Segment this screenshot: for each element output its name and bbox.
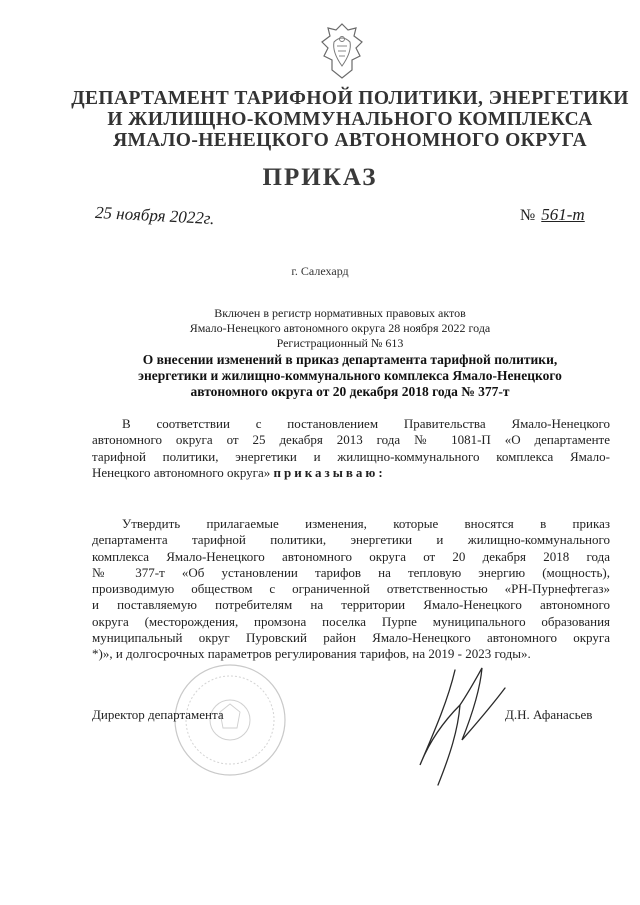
title-line-2: энергетики и жилищно-коммунального комплекса Ямало-Ненецкого [138, 368, 562, 383]
department-line-2: И ЖИЛИЩНО-КОММУНАЛЬНОГО КОМПЛЕКСА [107, 109, 593, 130]
handwritten-signature-icon [400, 660, 520, 790]
department-line-3: ЯМАЛО-НЕНЕЦКОГО АВТОНОМНОГО ОКРУГА [113, 130, 587, 151]
department-header [60, 88, 640, 151]
preamble-paragraph [92, 416, 610, 481]
order-paragraph [92, 516, 610, 663]
preamble-line-3: тарифной политики, энергетики и жилищно-коммунального комплекса Ямало- [92, 448, 610, 464]
order-line-9: *)», и долгосрочных параметров регулирования тарифов, на 2019 - 2023 годы». [92, 646, 531, 662]
order-date: 25 ноября 2022г. [94, 202, 215, 229]
department-line-1: ДЕПАРТАМЕНТ ТАРИФНОЙ ПОЛИТИКИ, ЭНЕРГЕТИКИ [71, 88, 629, 109]
order-line-3: комплекса Ямало-Ненецкого автономного округа от 20 декабря 2018 года [92, 548, 610, 564]
order-line-7: округа (месторождения, промзона поселка Пурпе муниципального образования [92, 613, 610, 629]
order-line-6: и поставляемую потребителям на территории Ямало-Ненецкого автономного [92, 597, 610, 613]
preamble-line-4 [92, 465, 610, 481]
order-line-4: № 377-т «Об установлении тарифов на тепловую энергию (мощность), [92, 564, 610, 580]
city: г. Салехард [291, 264, 349, 278]
registry-note [100, 306, 580, 351]
order-line-8: муниципальный округ Пуровский район Ямало-Ненецкого автономного округа [92, 630, 610, 646]
document-title [90, 352, 610, 400]
coat-of-arms-icon [318, 22, 366, 80]
signatory-name: Д.Н. Афанасьев [505, 707, 593, 722]
registry-line-2: Ямало-Ненецкого автономного округа 28 ноября 2022 года [189, 321, 491, 335]
preamble-line-1: В соответствии с постановлением Правительства Ямало-Ненецкого [122, 416, 610, 431]
order-line-2: департамента тарифной политики, энергетики и жилищно-коммунального [92, 532, 610, 548]
signatory-position: Директор департамента [92, 707, 224, 722]
order-line-1: Утвердить прилагаемые изменения, которые вносятся в приказ [122, 516, 610, 531]
title-line-3: автономного округа от 20 декабря 2018 года № 377-т [190, 384, 510, 399]
order-command: приказываю: [273, 464, 386, 480]
order-number [520, 205, 585, 225]
preamble-line-2: автономного округа от 25 декабря 2013 года № 1081-П «О департаменте [92, 432, 610, 448]
order-line-5: производимую обществом с ограниченной ответственностью «РН-Пурнефтегаз» [92, 581, 610, 597]
registry-line-1: Включен в регистр нормативных правовых актов [214, 306, 466, 320]
document-type: ПРИКАЗ [262, 164, 378, 191]
order-number-prefix: № [520, 207, 536, 224]
preamble-line-4-text: Ненецкого автономного округа» [92, 464, 271, 480]
registry-line-3: Регистрационный № 613 [276, 336, 404, 350]
title-line-1: О внесении изменений в приказ департамента тарифной политики, [142, 352, 558, 367]
order-number-value: 561-т [541, 205, 585, 224]
